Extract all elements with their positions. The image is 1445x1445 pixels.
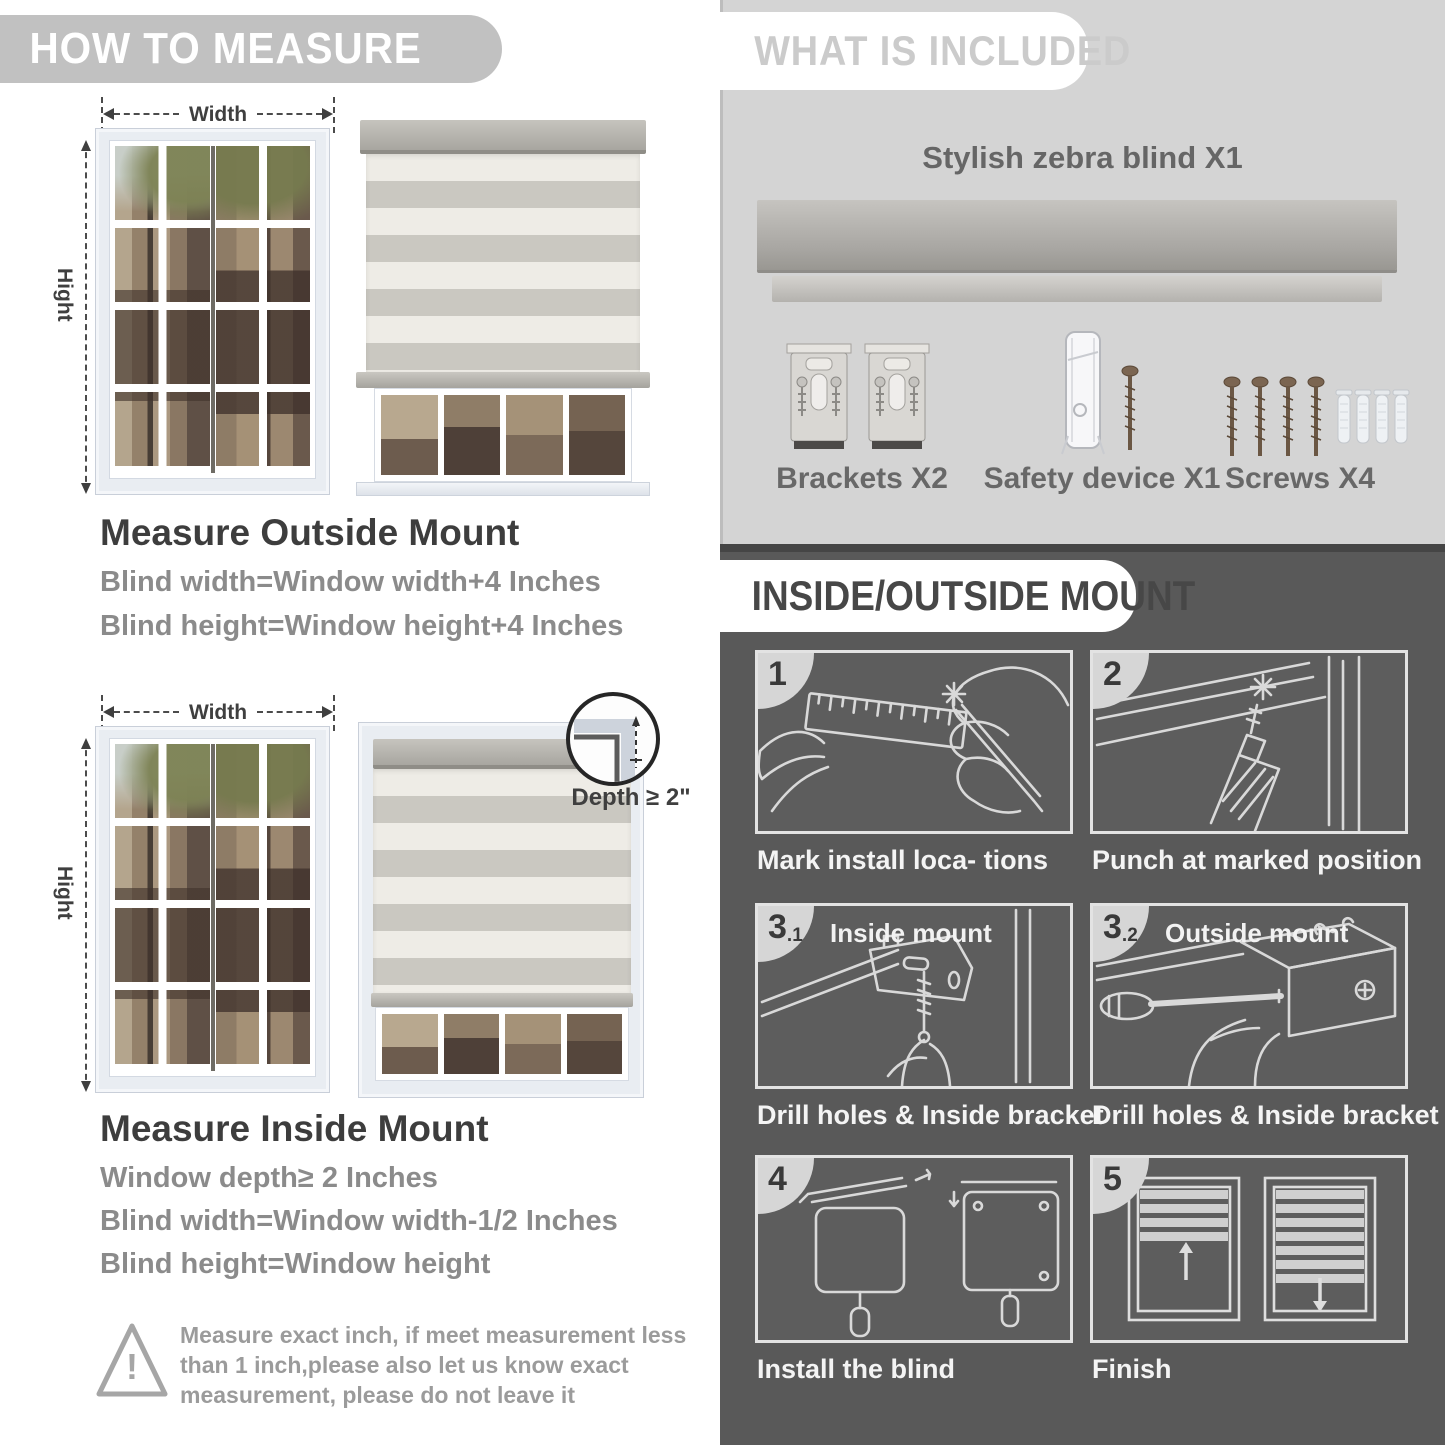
product-name-label: Stylish zebra blind X1: [922, 140, 1243, 175]
window-photo: [216, 744, 311, 1071]
step-number: 5: [1103, 1160, 1122, 1198]
window-inner-frame: [109, 140, 316, 479]
step-number: 4: [768, 1160, 787, 1198]
step-panel-4: [755, 1155, 1073, 1343]
arrow-dash: [257, 711, 322, 713]
window-pane: [444, 1014, 500, 1074]
arrow-left-icon: [103, 706, 114, 718]
window-door-divider: [211, 146, 215, 473]
bracket-icon: [864, 342, 930, 458]
inside-mount-formula-width: Blind width=Window width-1/2 Inches: [100, 1205, 618, 1237]
step-panel-2: [1090, 650, 1408, 834]
depth-label: Depth ≥ 2": [571, 784, 691, 811]
window-pane: [506, 395, 563, 475]
step-panel-5: [1090, 1155, 1408, 1343]
window-bottom-inside: [375, 1007, 629, 1081]
arrow-dash: [114, 711, 179, 713]
warning-line: measurement, please do not leave it: [180, 1382, 575, 1408]
height-arrow-outside: [85, 142, 87, 492]
window-bottom-outside: [374, 388, 632, 482]
step3-2-caption: Drill holes & Inside bracket: [1092, 1100, 1439, 1130]
window-pane: [567, 1014, 623, 1074]
window-illustration-inside: [95, 726, 330, 1093]
step-panel-3-2: [1090, 903, 1408, 1089]
window-door-divider: [211, 744, 215, 1071]
outside-mount-title: Measure Outside Mount: [100, 512, 520, 553]
inside-mount-title: Measure Inside Mount: [100, 1108, 489, 1149]
warning-exclamation: !: [126, 1346, 138, 1387]
depth-detail-art: [570, 696, 656, 782]
safety-device-label: Safety device X1: [983, 462, 1221, 495]
arrow-up-icon: [81, 140, 91, 151]
section-divider-strip: [720, 544, 1445, 552]
inside-outside-mount-title: INSIDE/OUTSIDE MOUNT: [751, 572, 1196, 619]
outside-mount-formula-width: Blind width=Window width+4 Inches: [100, 566, 601, 598]
window-photo: [216, 146, 311, 473]
blind-stripes: [366, 154, 640, 372]
inside-mount-panel-label: Inside mount: [830, 918, 992, 948]
step2-caption: Punch at marked position: [1092, 845, 1423, 875]
inside-mount-depth-rule: Window depth≥ 2 Inches: [100, 1162, 438, 1194]
screw-icon: [1120, 364, 1140, 452]
arrow-right-icon: [322, 706, 333, 718]
wall-anchors-icon: [1334, 386, 1410, 450]
window-inner-frame: [109, 738, 316, 1077]
window-pane: [444, 395, 501, 475]
arrow-dash: [114, 113, 179, 115]
what-is-included-header: [720, 12, 1132, 90]
arrow-up-icon: [81, 738, 91, 749]
arrow-right-icon: [322, 108, 333, 120]
window-door: [115, 744, 210, 1071]
arrow-down-icon: [81, 483, 91, 494]
safety-device-icon: [1056, 330, 1108, 458]
step-number: 1: [768, 655, 787, 693]
outside-mount-panel-label: Outside mount: [1165, 918, 1349, 948]
inside-mount-formula-height: Blind height=Window height: [100, 1248, 491, 1280]
window-sill: [356, 482, 650, 496]
blind-cassette: [360, 120, 646, 154]
step-panel-1: [755, 650, 1073, 834]
window-door: [115, 146, 210, 473]
blind-bottom-rail: [356, 372, 650, 388]
arrow-end-line: [333, 97, 335, 133]
arrow-dash: [257, 113, 322, 115]
arrow-left-icon: [103, 108, 114, 120]
window-pane: [382, 1014, 438, 1074]
step-number: 2: [1103, 655, 1122, 693]
inside-outside-mount-header: [720, 560, 1196, 632]
bracket-icon: [786, 342, 852, 458]
arrow-down-icon: [81, 1081, 91, 1092]
height-label: Hight: [53, 268, 76, 322]
window-photo: [115, 146, 210, 473]
brackets-label: Brackets X2: [776, 462, 948, 495]
what-is-included-title: WHAT IS INCLUDED: [754, 27, 1132, 74]
depth-magnifier: [566, 692, 660, 786]
window-pane: [505, 1014, 561, 1074]
screws-label: Screws X4: [1224, 462, 1376, 495]
warning-line: Measure exact inch, if meet measurement less: [180, 1322, 687, 1348]
headrail-bottom-bar: [772, 276, 1382, 302]
step5-caption: Finish: [1092, 1354, 1172, 1384]
step-subnumber: .2: [1121, 925, 1138, 946]
screws-icon: [1222, 374, 1326, 462]
step1-caption: Mark install loca- tions: [757, 845, 1049, 875]
blind-bottom-rail: [371, 993, 633, 1007]
warning-line: than 1 inch,please also let us know exact: [180, 1352, 629, 1378]
height-label: Hight: [53, 866, 76, 920]
step-number: 3: [1103, 908, 1122, 946]
window-pane: [569, 395, 626, 475]
how-to-measure-header: [0, 15, 502, 83]
window-photo: [115, 744, 210, 1071]
step4-caption: Install the blind: [757, 1354, 956, 1384]
step3-1-caption: Drill holes & Inside bracket: [757, 1100, 1104, 1130]
window-door: [216, 146, 311, 473]
window-illustration-outside: [95, 128, 330, 495]
arrow-end-line: [333, 695, 335, 731]
width-label: Width: [188, 700, 248, 724]
how-to-measure-title: HOW TO MEASURE: [29, 24, 422, 73]
headrail-top-bar: [757, 200, 1397, 270]
height-arrow-inside: [85, 740, 87, 1090]
window-pane: [381, 395, 438, 475]
step-number: 3: [768, 908, 787, 946]
window-door: [216, 744, 311, 1071]
step-subnumber: .1: [786, 925, 803, 946]
step-panel-3-1: [755, 903, 1073, 1089]
outside-mount-formula-height: Blind height=Window height+4 Inches: [100, 610, 624, 642]
width-label: Width: [188, 102, 248, 126]
